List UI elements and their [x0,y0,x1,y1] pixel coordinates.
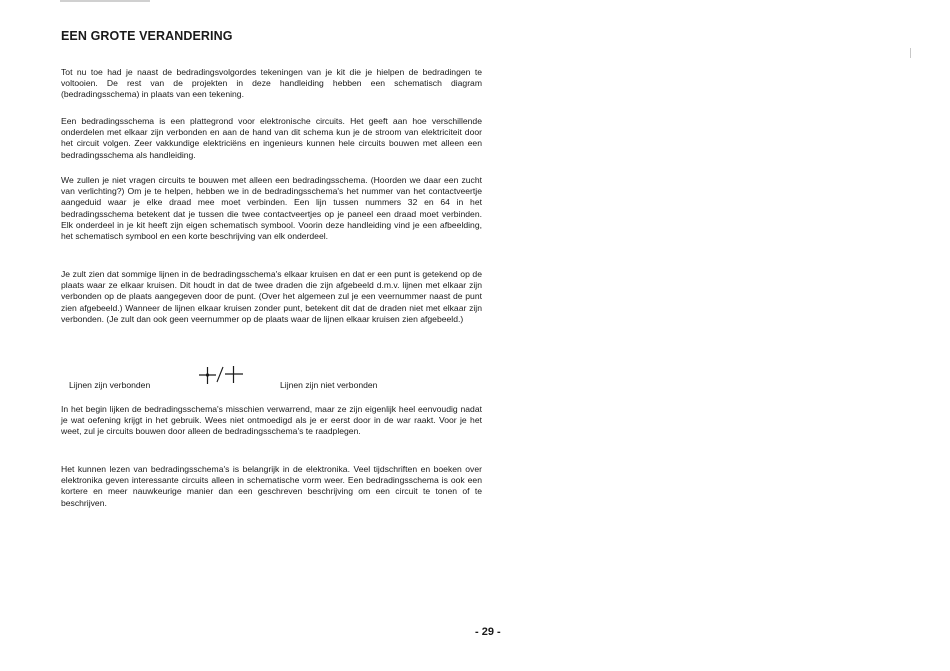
scan-artifact-top [60,0,150,2]
page-title: EEN GROTE VERANDERING [61,29,233,43]
paragraph-crossing-lines: Je zult zien dat sommige lijnen in de bedradingsschema's elkaar kruisen en dat er een punt is getekend op de plaats waar ze elkaar kruisen. Dit houdt in dat de twee draden die zijn afgebeeld d.m.v. lijnen met elkaar zijn verbonden op de plaats aangegeven door de punt. (Over het algemeen zul je een veernummer naast de punt zien afgebeeld.) Wanneer de lijnen elkaar kruisen zonder punt, betekent dit dat de draden niet met elkaar zijn verbonden. (Je zult dan ook geen veernummer op de plaats waar de lijnen elkaar kruisen zien afgebeeld.) [61,269,482,324]
label-lines-connected: Lijnen zijn verbonden [69,380,151,390]
paragraph-practice: In het begin lijken de bedradingsschema's misschien verwarrend, maar ze zijn eigenlijk heel eenvoudig nadat je wat oefening krijgt in het gebruik. Wees niet ontmoedigd als je er eerst door in de war raakt. Voor je het weet, zul je circuits bouwen door alleen de bedradingsschema's te raadplegen. [61,404,482,437]
paragraph-intro: Tot nu toe had je naast de bedradingsvolgordes tekeningen van je kit die je hielpen de bedradingen te voltooien. De rest van de projekten in deze handleiding hebben een schematisch diagram (bedradingsschema) in plaats van een tekening. [61,67,482,100]
paragraph-schema-definition: Een bedradingsschema is een plattegrond voor elektronische circuits. Het geeft aan hoe verschillende onderdelen met elkaar zijn verbonden en aan de hand van dit schema kun je de stroom van elektriciteit door het circuit volgen. Zeer vakkundige elektriciëns en ingenieurs kunnen hele circuits bouwen met alleen een bedradingsschema als handleiding. [61,116,482,160]
paragraph-importance: Het kunnen lezen van bedradingsschema's is belangrijk in de elektronika. Veel tijdschriften en boeken over elektronika geven interessante circuits alleen in schematische vorm weer. Een bedradingsschema is ook een kortere en meer nauwkeurige manier dan een geschreven beschrijving om een circuit te tonen of te beschrijven. [61,464,482,508]
connected-crossing-icon [199,367,216,384]
label-lines-not-connected: Lijnen zijn niet verbonden [280,380,378,390]
page-number: - 29 - [475,626,501,638]
unconnected-crossing-icon [225,366,243,383]
crossing-lines-symbol [196,364,246,386]
paragraph-contact-numbers: We zullen je niet vragen circuits te bouwen met alleen een bedradingsschema. (Hoorden we daar een zucht van verlichting?) Om je te helpen, hebben we in de bedradingsschema's het nummer van het contactveertje aangeduid waar je elke draad mee moet verbinden. Een lijn tussen nummers 32 en 64 in het bedradingsschema betekent dat je tussen die twee contactveertjes op je paneel een draad moet verbinden. Elk onderdeel in je kit heeft zijn eigen schematisch symbool. Voorin deze handleiding vind je een afbeelding, het schematisch symbool en een korte beschrijving van elk onderdeel. [61,175,482,242]
slash-separator-icon [217,367,223,382]
scan-artifact-right [910,48,911,58]
